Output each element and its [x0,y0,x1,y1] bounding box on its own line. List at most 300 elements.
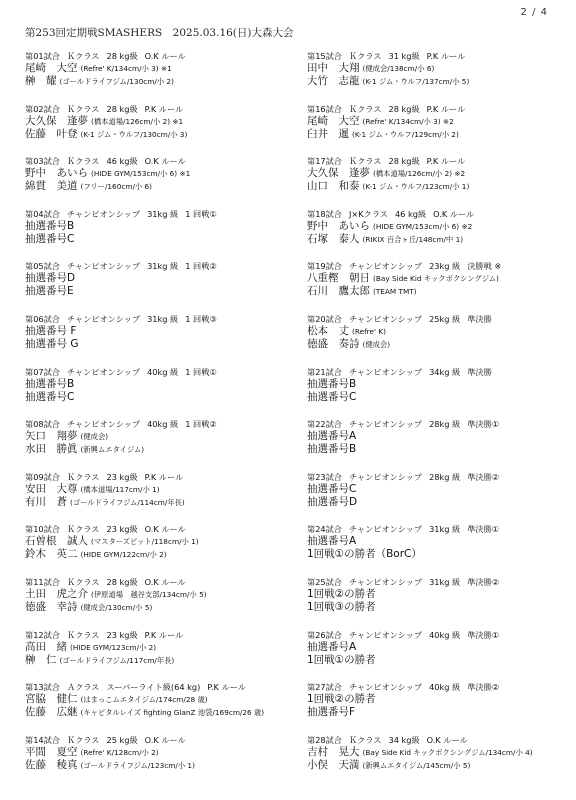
fighter-line [25,588,293,601]
match-rule: O.K ルール [144,51,186,61]
fighter-line [307,654,575,667]
fighter-line [25,272,293,285]
fighter-affiliation: (Refre' K) [352,326,386,336]
fighter-line [307,75,575,88]
match-header [307,523,575,535]
match-block [25,103,293,156]
fighter-affiliation: (ゴールドライフジム/123cm/小 1) [80,760,195,770]
fighter-name: 抽選番号 F [25,324,77,337]
match-class: Ｋクラス [66,156,100,167]
match-header [307,418,575,430]
match-weight: 40kg 級 [429,629,461,640]
fighter-name: 吉村 晃大 [307,745,360,758]
match-weight: 34 kg級 [388,734,420,745]
match-rule: P.K ルール [144,103,184,114]
match-block [307,313,575,366]
fighter-name: 1回戦②の勝者 [307,693,376,706]
match-class: チャンピオンシップ [66,313,141,324]
fighter-affiliation: (Bay Side Kid キックボクシングジム/134cm/小 4) [362,747,533,757]
document-title: 第253回定期戦SMASHERS 2025.03.16(日)大森大会 [25,27,294,39]
fighter-name: 石川 鷹太郎 [307,285,370,298]
fighter-name: 尾崎 大空 [307,114,360,127]
match-header [307,208,575,220]
fighter-line [307,641,575,654]
fighter-name: 抽選番号A [307,640,357,653]
match-number: 第01試合 [25,51,60,61]
match-weight: 25kg 級 [429,313,461,324]
match-header [25,681,293,693]
fighter-affiliation: (橋本道場/126cm/小 2) ※2 [373,169,466,179]
fighter-line [25,233,293,246]
match-class: Ｋクラス [66,576,100,587]
match-weight: 46 kg級 [394,208,427,219]
fighter-affiliation: (マスターズピット/118cm/小 1) [91,537,199,547]
fighter-name: 大久保 逢夢 [25,114,88,127]
fighter-line [25,338,293,351]
match-weight: 31kg 級 [147,261,179,272]
match-header [307,629,575,641]
match-block [307,50,575,103]
match-header [25,313,293,325]
fighter-affiliation: (RIKIX 百合ヶ丘/148cm/中 1) [362,234,464,244]
fighter-line [25,180,293,193]
fighter-name: 綿貫 美道 [25,180,78,193]
match-class: Ｋクラス [348,103,382,114]
fighter-line [307,325,575,338]
match-class: Ｋクラス [66,471,100,482]
match-weight: 28 kg級 [106,51,138,61]
fighter-line [25,167,293,180]
match-class: Ａクラス [66,682,100,693]
fighter-name: 大竹 志龍 [307,75,360,87]
match-weight: 46 kg級 [106,156,138,167]
match-weight: 40kg 級 [147,419,179,430]
fighter-name: 抽選番号A [307,535,357,548]
match-number: 第25試合 [307,576,342,587]
match-header [25,734,293,746]
fighter-name: 松本 丈 [307,324,349,337]
fighter-name: 1回戦②の勝者 [307,587,376,600]
match-header [25,523,293,535]
match-class: J×Kクラス [348,208,388,219]
fighter-line [307,443,575,456]
fighter-name: 鈴木 英二 [25,548,78,561]
fighter-name: 土田 虎之介 [25,587,88,600]
fighter-affiliation: (健成会) [80,432,109,442]
fighter-name: 1回戦③の勝者 [307,600,376,613]
fighter-line [25,706,293,719]
fighter-name: 安田 大尊 [25,482,78,495]
match-rule: 1 回戦① [185,366,217,377]
fighter-line [307,746,575,759]
match-number: 第02試合 [25,103,60,114]
fighter-affiliation: (K-1 ジム・ウルフ/129cm/小 2) [352,129,459,139]
match-number: 第04試合 [25,208,60,219]
match-weight: 25 kg級 [106,734,138,745]
fighter-line [25,443,293,456]
match-header [25,366,293,378]
fighter-affiliation: (ゴールドライフジム/117cm/年長) [59,655,175,665]
fighter-name: 抽選番号 G [25,337,79,350]
match-number: 第08試合 [25,419,60,430]
match-block [25,313,293,366]
fighter-line [307,62,575,75]
match-rule: O.K ルール [426,734,468,745]
fighter-affiliation: (Refre' K/128cm/小 2) [80,747,159,757]
match-weight: 40kg 級 [429,682,461,693]
fighter-name: 山口 和泰 [307,180,360,193]
fighter-line [307,378,575,391]
fighter-name: 榊 仁 [25,653,57,666]
match-block [25,366,293,419]
match-class: チャンピオンシップ [66,419,141,430]
fighter-affiliation: (HIDE GYM/123cm/小 2) [70,642,157,652]
fighter-line [307,483,575,496]
match-block [307,208,575,261]
match-number: 第22試合 [307,419,342,430]
match-block [307,260,575,313]
fighter-name: 野中 あいら [307,219,370,232]
match-header [307,50,575,62]
match-weight: 40kg 級 [147,366,179,377]
match-rule: 準決勝② [467,576,500,587]
match-rule: 1 回戦② [185,419,217,430]
fighter-name: 抽選番号D [307,495,358,508]
match-block [307,576,575,629]
match-header [307,366,575,378]
fighter-name: 抽選番号E [25,285,74,298]
fighter-name: 抽選番号C [25,390,75,403]
match-block [307,734,575,787]
fighter-line [307,115,575,128]
fighter-affiliation: (HIDE GYM/122cm/小 2) [80,550,167,560]
match-number: 第09試合 [25,471,60,482]
match-header [307,260,575,272]
fighter-affiliation: (K-1 ジム・ウルフ/130cm/小 3) [80,129,188,139]
fighter-name: 平間 夏空 [25,745,78,758]
match-rule: 準決勝① [467,524,500,535]
fighter-name: 小俣 天満 [307,758,360,771]
match-number: 第06試合 [25,313,60,324]
match-number: 第13試合 [25,682,60,693]
match-number: 第24試合 [307,524,342,535]
match-class: チャンピオンシップ [348,629,423,640]
fighter-name: 抽選番号D [25,272,76,285]
match-rule: O.K ルール [144,156,186,167]
match-class: チャンピオンシップ [66,366,141,377]
match-number: 第20試合 [307,313,342,324]
fighter-affiliation: (フリー/160cm/小 6) [80,182,153,192]
fighter-affiliation: (橋本道場/126cm/小 2) ※1 [91,116,184,126]
fighter-name: 石塚 泰人 [307,232,360,245]
match-weight: スーパーライト級(64 kg) [106,682,201,693]
match-block [307,155,575,208]
fighter-line [307,285,575,298]
match-rule: P.K ルール [144,471,184,482]
fighter-name: 抽選番号B [307,377,357,390]
match-weight: 28kg 級 [429,471,461,482]
match-block [307,366,575,419]
fighter-line [307,233,575,246]
fighter-line [25,115,293,128]
match-number: 第03試合 [25,156,60,167]
match-class: チャンピオンシップ [66,208,141,219]
fighter-name: 抽選番号C [307,482,357,495]
match-number: 第16試合 [307,103,342,114]
fighter-line [25,601,293,614]
match-header [25,155,293,167]
match-number: 第11試合 [25,576,60,587]
fighter-line [307,180,575,193]
fighter-line [25,746,293,759]
match-rule: 準決勝① [467,419,500,430]
fighter-line [25,391,293,404]
fighter-affiliation: (HIDE GYM/153cm/小 6) ※1 [91,169,191,179]
match-weight: 28 kg級 [106,576,138,587]
fighter-affiliation: (ゴールドライフジム/114cm/年長) [70,497,185,507]
match-number: 第17試合 [307,156,342,167]
fighter-affiliation: (Refre' K/134cm/小 3) ※1 [80,64,172,73]
fighter-name: 1回戦①の勝者 [307,653,376,666]
fighter-affiliation: (K-1 ジム・ウルフ/137cm/小 5) [362,77,470,86]
fighter-line [307,496,575,509]
match-number: 第12試合 [25,629,60,640]
fighter-name: 抽選番号C [25,232,75,245]
fighter-name: 大久保 逢夢 [307,167,370,180]
fighter-name: 抽選番号B [25,377,75,390]
match-weight: 31kg 級 [429,576,461,587]
fighter-name: 抽選番号B [307,443,357,456]
fighter-line [307,272,575,285]
match-class: Ｋクラス [348,156,382,167]
match-class: チャンピオンシップ [348,419,423,430]
fighter-line [307,548,575,561]
match-block [307,103,575,156]
page-number: 2 / 4 [520,7,548,18]
match-number: 第23試合 [307,471,342,482]
match-rule: P.K ルール [426,156,466,167]
match-rule: O.K ルール [144,524,186,535]
match-number: 第15試合 [307,51,342,61]
match-number: 第05試合 [25,261,60,272]
match-header [307,155,575,167]
fighter-line [307,128,575,141]
match-block [25,523,293,576]
match-rule: 1 回戦② [185,261,217,272]
fighter-line [307,338,575,351]
match-number: 第26試合 [307,629,342,640]
fighter-name: 抽選番号C [307,390,357,403]
fighter-name: 宮脇 健仁 [25,693,78,706]
match-class: Ｋクラス [66,524,100,535]
match-class: チャンピオンシップ [348,471,423,482]
match-number: 第14試合 [25,734,60,745]
match-class: チャンピオンシップ [348,261,423,272]
match-weight: 28kg 級 [429,419,461,430]
fighter-line [25,128,293,141]
fighter-affiliation: (HIDE GYM/153cm/小 6) ※2 [373,221,473,231]
match-weight: 31 kg級 [388,51,420,61]
match-weight: 34kg 級 [429,366,461,377]
match-rule: 準決勝② [467,682,500,693]
match-class: チャンピオンシップ [348,366,423,377]
fighter-line [25,693,293,706]
match-number: 第28試合 [307,734,342,745]
match-block [307,418,575,471]
match-class: Ｋクラス [348,734,382,745]
fighter-line [25,535,293,548]
match-header [25,629,293,641]
match-block [25,576,293,629]
fighter-line [307,220,575,233]
fighter-line [307,167,575,180]
fighter-line [25,378,293,391]
fighter-line [25,654,293,667]
match-number: 第21試合 [307,366,342,377]
fighter-name: 1回戦①の勝者（BorC） [307,548,422,561]
fighter-name: 榊 耀 [25,75,57,87]
match-rule: P.K ルール [144,629,184,640]
match-header [25,103,293,115]
fighter-name: 石曽根 誠人 [25,535,88,548]
fighter-line [25,641,293,654]
match-rule: O.K ルール [433,208,475,219]
fighter-name: 佐藤 叶登 [25,127,78,140]
match-class: チャンピオンシップ [348,313,423,324]
match-rule: 準決勝 [467,313,492,324]
fighter-name: 臼井 暹 [307,127,349,140]
match-block [25,471,293,524]
match-class: チャンピオンシップ [66,261,141,272]
fighter-line [25,75,293,88]
match-block [307,523,575,576]
fighter-line [25,325,293,338]
fighter-affiliation: (Refre' K/134cm/小 3) ※2 [362,116,454,126]
match-rule: P.K ルール [426,51,466,61]
fighter-name: 徳盛 奏詩 [307,337,360,350]
match-class: Ｋクラス [66,103,100,114]
fighter-name: 矢口 翔夢 [25,430,78,443]
match-class: チャンピオンシップ [348,576,423,587]
fighter-line [25,430,293,443]
match-class: Ｋクラス [348,51,382,61]
fighter-name: 野中 あいら [25,167,88,180]
match-rule: 決勝戦 ※ [467,261,502,272]
fighter-line [307,601,575,614]
match-header [307,313,575,325]
fighter-affiliation: (K-1 ジム・ウルフ/123cm/小 1) [362,182,470,192]
fighter-name: 水田 勝眞 [25,443,78,456]
fighter-name: 抽選番号B [25,219,75,232]
fighter-affiliation: (健成会) [362,339,391,349]
match-rule: 準決勝② [467,471,500,482]
fighter-name: 田中 大翔 [307,62,360,74]
fighter-affiliation: (ゴールドライフジム/130cm/小 2) [59,77,174,86]
match-header [307,681,575,693]
match-block [25,208,293,261]
match-class: Ｋクラス [66,734,100,745]
fighter-affiliation: (伊原道場 越谷支部/134cm/小 5) [91,589,207,599]
match-weight: 28 kg級 [106,103,138,114]
match-header [25,576,293,588]
match-weight: 28 kg級 [388,156,420,167]
match-number: 第18試合 [307,208,342,219]
match-header [25,471,293,483]
fighter-affiliation: (新興ムエタイジム) [80,445,145,455]
fighter-line [25,759,293,772]
fighter-affiliation: (キャピタルレイズ fighting GlanZ 池袋/169cm/26 歳) [80,708,265,718]
fighter-name: 徳盛 幸詩 [25,600,78,613]
fighter-name: 尾崎 大空 [25,62,78,74]
fighter-line [25,62,293,75]
fighter-line [307,430,575,443]
fighter-affiliation: (健成会/138cm/小 6) [362,64,435,73]
match-block [307,471,575,524]
match-class: Ｋクラス [66,629,100,640]
fighter-line [307,391,575,404]
match-header [25,208,293,220]
fighter-affiliation: (Bay Side Kid キックボクシングジム) [373,274,499,284]
fighter-affiliation: (健成会/130cm/小 5) [80,602,153,612]
match-class: Ｋクラス [66,51,100,61]
match-block [25,260,293,313]
match-rule: P.K ルール [207,682,246,693]
fighter-affiliation: (TEAM TMT) [373,287,417,297]
fighter-line [25,548,293,561]
match-weight: 23 kg級 [106,524,138,535]
match-number: 第27試合 [307,682,342,693]
fighter-line [307,588,575,601]
match-class: チャンピオンシップ [348,524,423,535]
match-header [25,418,293,430]
match-class: チャンピオンシップ [348,682,423,693]
match-number: 第10試合 [25,524,60,535]
match-rule: 1 回戦③ [185,313,217,324]
match-block [25,681,293,734]
match-block [25,418,293,471]
match-header [25,50,293,62]
match-header [25,260,293,272]
match-rule: 準決勝① [467,629,500,640]
match-weight: 23kg 級 [429,261,461,272]
match-block [307,681,575,734]
fighter-line [25,496,293,509]
fighter-line [25,220,293,233]
fighter-line [307,693,575,706]
fighter-name: 高田 緒 [25,640,67,653]
match-rule: O.K ルール [144,576,186,587]
fighter-affiliation: (橋本道場/117cm/小 1) [80,484,160,494]
match-number: 第19試合 [307,261,342,272]
match-rule: P.K ルール [426,103,466,114]
match-block [307,629,575,682]
fighter-affiliation: (はまっこムエタイジム/174cm/28 歳) [80,695,208,705]
match-header [307,103,575,115]
match-block [25,155,293,208]
fighter-line [25,483,293,496]
match-weight: 28 kg級 [388,103,420,114]
match-weight: 23 kg級 [106,629,138,640]
fighter-name: 佐藤 稜真 [25,758,78,771]
match-rule: 準決勝 [467,366,492,377]
match-rule: O.K ルール [144,734,186,745]
match-column-right [307,50,575,786]
fighter-line [25,285,293,298]
match-block [25,629,293,682]
fighter-line [307,759,575,772]
match-weight: 31kg 級 [147,208,179,219]
match-column-left [25,50,293,786]
